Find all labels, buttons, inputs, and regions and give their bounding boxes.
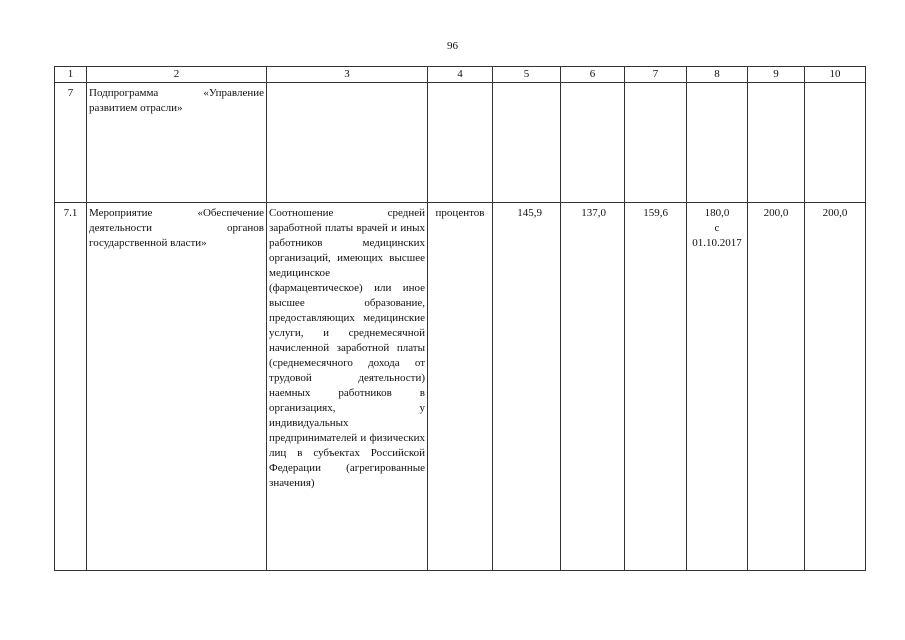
table-row [55, 83, 866, 203]
value-col-10 [805, 83, 866, 203]
value-col-8-number: 180,0 [704, 207, 730, 219]
header-cell-6: 6 [561, 67, 625, 83]
header-cell-8: 8 [687, 67, 748, 83]
unit-cell: процентов [428, 203, 493, 571]
value-col-5: 145,9 [493, 203, 561, 571]
value-col-7: 159,6 [625, 203, 687, 571]
header-cell-10: 10 [805, 67, 866, 83]
header-cell-4: 4 [428, 67, 493, 83]
value-col-8-note: с 01.10.2017 [692, 222, 742, 249]
header-cell-5: 5 [493, 67, 561, 83]
row-number: 7.1 [55, 203, 87, 571]
program-name: Мероприятие «Обеспечение деятельности органов государственной власти» [87, 203, 267, 571]
value-col-7 [625, 83, 687, 203]
row-number: 7 [55, 83, 87, 203]
indicator-cell: Соотношение средней заработной платы врачей и иных работников медицинских организаций, имеющих высшее медицинское (фармацевтическое) или иное высшее образование, предоставляющих медицинские услуги, и среднемесячной начисленной заработной платы (среднемесячного дохода от трудовой деятельности) наемных работников в организациях, у индивидуальных предпринимателей и физических лиц в субъектах Российской Федерации (агрегированные значения) [267, 203, 428, 571]
value-col-9 [748, 83, 805, 203]
value-col-8 [687, 203, 748, 571]
indicator-cell [267, 83, 428, 203]
table-row [55, 203, 866, 571]
data-table [54, 66, 866, 571]
header-row [55, 67, 866, 83]
program-name: Подпрограмма «Управление развитием отрасли» [87, 83, 267, 203]
value-col-6 [561, 83, 625, 203]
value-col-8 [687, 83, 748, 203]
value-col-10: 200,0 [805, 203, 866, 571]
header-cell-1: 1 [55, 67, 87, 83]
header-cell-9: 9 [748, 67, 805, 83]
unit-cell [428, 83, 493, 203]
value-col-9: 200,0 [748, 203, 805, 571]
header-cell-7: 7 [625, 67, 687, 83]
page-number: 96 [447, 40, 458, 52]
header-cell-2: 2 [87, 67, 267, 83]
value-col-5 [493, 83, 561, 203]
value-col-6: 137,0 [561, 203, 625, 571]
header-cell-3: 3 [267, 67, 428, 83]
